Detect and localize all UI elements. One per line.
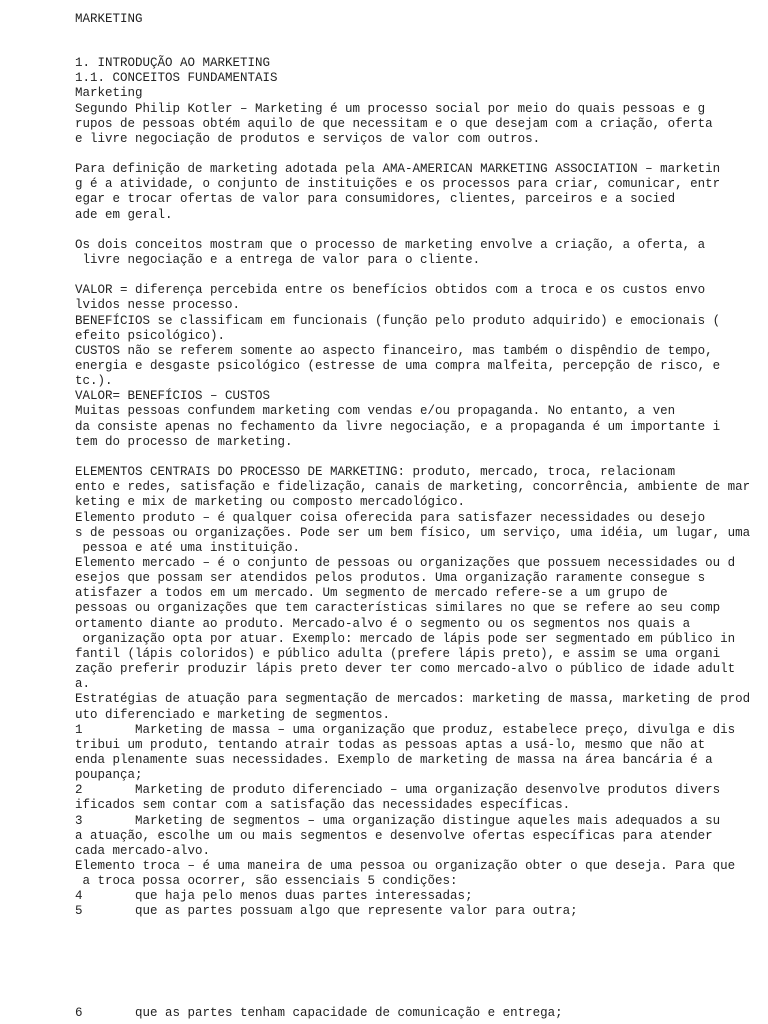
text-line: e livre negociação de produtos e serviços de valor com outros. [75, 131, 541, 146]
text-line: a atuação, escolhe um ou mais segmentos e desenvolve ofertas específicas para atender [75, 828, 713, 843]
text-line: pessoas ou organizações que tem características similares no que se refere ao seu comp [75, 601, 721, 616]
text-line: 1 Marketing de massa – uma organização que produz, estabelece preço, divulga e dis [75, 722, 736, 737]
text-line: CUSTOS não se referem somente ao aspecto financeiro, mas também o dispêndio de tempo, [75, 343, 713, 358]
text-line: egar e trocar ofertas de valor para consumidores, clientes, parceiros e a socied [75, 192, 676, 207]
text-line: poupança; [75, 768, 143, 783]
text-line: ade em geral. [75, 207, 173, 222]
text-line: a. [75, 677, 91, 692]
text-line: VALOR = diferença percebida entre os benefícios obtidos com a troca e os custos envo [75, 283, 706, 298]
text-line: Os dois conceitos mostram que o processo de marketing envolve a criação, a oferta, a [75, 237, 706, 252]
text-line: ELEMENTOS CENTRAIS DO PROCESSO DE MARKETING: produto, mercado, troca, relacionam [75, 465, 676, 480]
text-line: Muitas pessoas confundem marketing com vendas e/ou propaganda. No entanto, a ven [75, 404, 676, 419]
text-line: Marketing [75, 86, 143, 101]
text-line: VALOR= BENEFÍCIOS – CUSTOS [75, 389, 271, 404]
text-line: g é a atividade, o conjunto de instituições e os processos para criar, comunicar, entr [75, 177, 721, 192]
text-line: ificados sem contar com a satisfação das necessidades específicas. [75, 798, 571, 813]
text-line: energia e desgaste psicológico (estresse de uma compra malfeita, percepção de risco, e [75, 359, 721, 373]
text-line: 1. INTRODUÇÃO AO MARKETING [75, 56, 271, 70]
text-line: efeito psicológico). [75, 328, 226, 343]
text-line: cada mercado-alvo. [75, 843, 211, 858]
text-line: ento e redes, satisfação e fidelização, canais de marketing, concorrência, ambiente de mar [75, 480, 751, 495]
text-line: zação preferir produzir lápis preto dever ter como mercado-alvo o público de idade adult [75, 662, 736, 676]
text-line: da consiste apenas no fechamento da livre negociação, e a propaganda é um importante i [75, 419, 721, 434]
text-line: 4 que haja pelo menos duas partes interessadas; [75, 889, 473, 904]
text-line: Elemento mercado – é o conjunto de pessoas ou organizações que possuem necessidades ou d [75, 556, 736, 570]
text-line: Elemento produto – é qualquer coisa oferecida para satisfazer necessidades ou desejo [75, 510, 706, 525]
text-line: Para definição de marketing adotada pela AMA-AMERICAN MARKETING ASSOCIATION – marketin [75, 162, 721, 177]
text-line: fantil (lápis coloridos) e público adulta (prefere lápis preto), e assim se uma organi [75, 646, 721, 661]
text-line: 2 Marketing de produto diferenciado – uma organização desenvolve produtos divers [75, 783, 721, 798]
text-line: lvidos nesse processo. [75, 298, 241, 313]
text-line: Elemento troca – é uma maneira de uma pessoa ou organização obter o que deseja. Para que [75, 859, 736, 873]
text-line: tribui um produto, tentando atrair todas as pessoas aptas a usá-lo, mesmo que não at [75, 737, 706, 752]
text-line: 5 que as partes possuam algo que represente valor para outra; [75, 904, 578, 919]
text-line: pessoa e até uma instituição. [75, 540, 301, 555]
text-line: enda plenamente suas necessidades. Exemplo de marketing de massa na área bancária é a [75, 752, 713, 767]
text-line: 3 Marketing de segmentos – uma organização distingue aqueles mais adequados a su [75, 813, 721, 828]
document-footer-line: 6 que as partes tenham capacidade de comunicação e entrega; [75, 1006, 563, 1020]
text-line: rupos de pessoas obtém aquilo de que necessitam e o que desejam com a criação, oferta [75, 116, 713, 131]
text-line: keting e mix de marketing ou composto mercadológico. [75, 495, 466, 510]
text-line: organização opta por atuar. Exemplo: mercado de lápis pode ser segmentado em público in [75, 631, 736, 646]
text-line: esejos que possam ser atendidos pelos produtos. Uma organização raramente consegue s [75, 571, 706, 586]
text-line: uto diferenciado e marketing de segmentos. [75, 707, 391, 722]
text-line: tem do processo de marketing. [75, 434, 293, 449]
text-line: ortamento diante ao produto. Mercado-alvo é o segmento ou os segmentos nos quais a [75, 616, 691, 631]
text-line: tc.). [75, 374, 113, 389]
text-line: a troca possa ocorrer, são essenciais 5 condições: [75, 874, 458, 889]
text-line: 1.1. CONCEITOS FUNDAMENTAIS [75, 71, 278, 86]
text-line: livre negociação e a entrega de valor para o cliente. [75, 253, 481, 267]
text-line: Estratégias de atuação para segmentação de mercados: marketing de massa, marketing de prod [75, 692, 751, 707]
text-line: s de pessoas ou organizações. Pode ser um bem físico, um serviço, uma idéia, um lugar, uma [75, 525, 751, 540]
text-line: atisfazer a todos em um mercado. Um segmento de mercado refere-se a um grupo de [75, 586, 668, 601]
document-header: MARKETING [75, 12, 143, 26]
text-line: BENEFÍCIOS se classificam em funcionais (função pelo produto adquirido) e emocionais ( [75, 313, 721, 328]
text-line: Segundo Philip Kotler – Marketing é um processo social por meio do quais pessoas e g [75, 101, 706, 116]
